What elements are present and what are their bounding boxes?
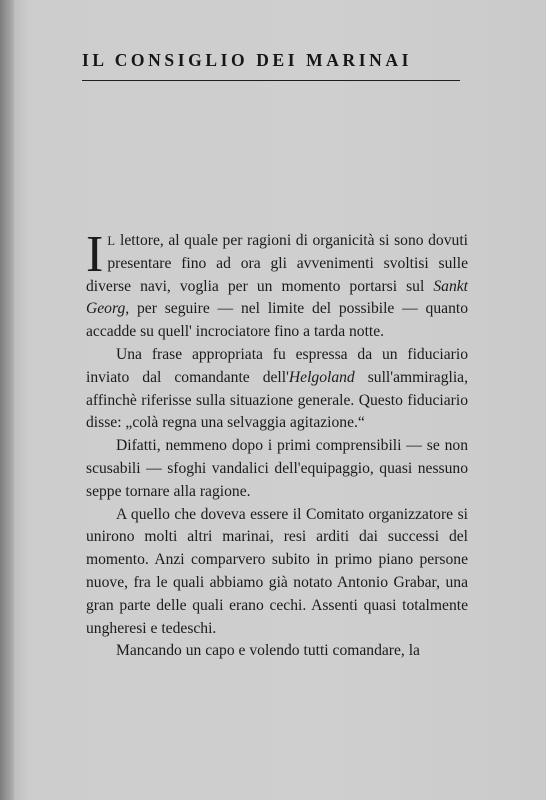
paragraph-1-text-b: per seguire — nel limite del possibile — quanto accadde su quell' incrociatore fino a tarda notte. bbox=[86, 300, 468, 341]
small-caps-lead: L bbox=[107, 234, 116, 248]
ship-name-helgoland: Helgoland bbox=[288, 368, 355, 386]
paragraph-2-text-a: Una frase appropriata fu espressa da un fiduciario inviato dal comandante dell' bbox=[86, 345, 468, 386]
drop-cap-initial: I bbox=[86, 226, 104, 283]
paragraph-1 bbox=[86, 226, 468, 344]
header-rule bbox=[82, 80, 460, 81]
body-text bbox=[86, 226, 468, 663]
paragraph-3: Difatti, nemmeno dopo i primi comprensibili — se non scusabili — sfoghi vandalici dell'equipaggio, quasi nessuno seppe tornare alla ragione. bbox=[86, 437, 468, 500]
ship-name-sankt-georg: Sankt Georg, bbox=[86, 277, 468, 318]
running-head-title: IL CONSIGLIO DEI MARINAI bbox=[82, 50, 412, 70]
paragraph-2 bbox=[86, 344, 468, 435]
paragraph-1-text-a: lettore, al quale per ragioni di organicità si sono dovuti presentare fino ad ora gli avvenimenti svoltisi sulle diverse navi, voglia per un momento portarsi sul bbox=[86, 232, 468, 295]
paragraph-4: A quello che doveva essere il Comitato organizzatore si unirono molti altri marinai, resi arditi dai successi del momento. Anzi comparvero subito in primo piano persone nuove, fra le quali abbiamo già notato Antonio Grabar, una gran parte delle quali erano cechi. Assenti quasi totalmente ungheresi e tedeschi. bbox=[86, 505, 468, 637]
paragraph-5: Mancando un capo e volendo tutti comandare, la bbox=[116, 642, 420, 660]
page-gutter-shadow bbox=[0, 0, 14, 800]
paragraph-2-text-b: sull'ammiraglia, affinchè riferisse sulla situazione generale. Questo fiduciario disse: „colà regna una selvaggia agitazione.“ bbox=[86, 368, 468, 432]
